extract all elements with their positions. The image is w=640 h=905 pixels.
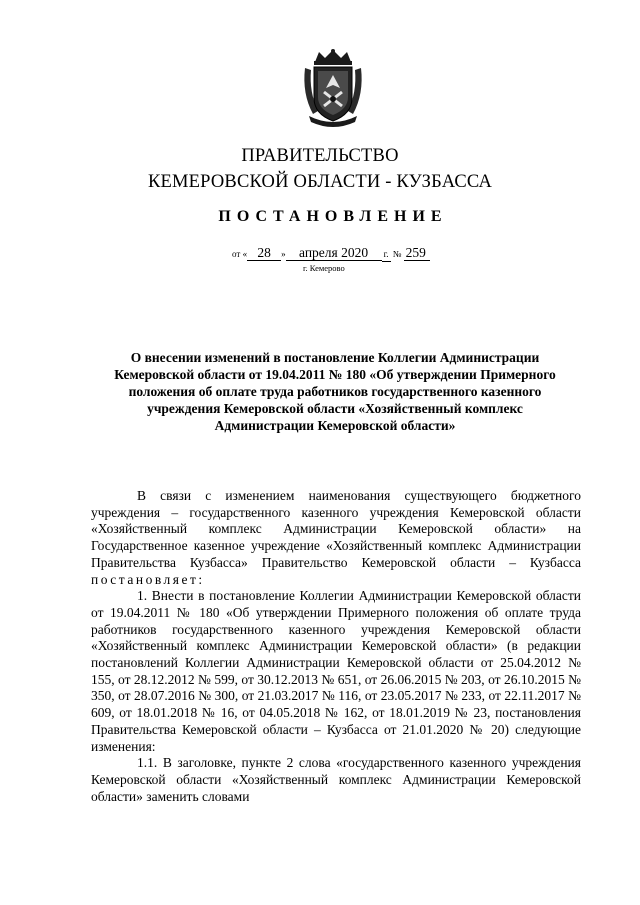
org-name-line2: КЕМЕРОВСКОЙ ОБЛАСТИ - КУЗБАССА — [147, 172, 493, 192]
date-number-line — [232, 246, 430, 262]
date-day: 28 — [247, 246, 281, 261]
preamble-text: В связи с изменением наименования существующего бюджетного учреждения – государственного казенного учреждения Кемеровской области «Хозяйственный комплекс Администрации Кемеровской области» на Государственное казенное учреждение «Хозяйственный комплекс Администрации Правительства Кузбасса» Правительство Кемеровской области – Кузбасса — [91, 488, 581, 570]
document-type-heading: ПОСТАНОВЛЕНИЕ — [218, 208, 448, 225]
paragraph-item-1: 1. Внести в постановление Коллегии Администрации Кемеровской области от 19.04.2011 № 180 «Об утверждении Примерного положения об оплате труда работников государственного казенного учреждения Кемеровской области «Хозяйственный комплекс Администрации Кемеровской области» (в редакции постановлений Коллегии Администрации Кемеровской области от 25.04.2012 № 155, от 28.12.2012 № 599, от 30.12.2013 № 651, от 26.06.2015 № 203, от 26.10.2015 № 350, от 28.07.2016 № 300, от 21.03.2017 № 116, от 23.05.2017 № 233, от 22.11.2017 № 609, от 18.01.2018 № 16, от 04.05.2018 № 162, от 18.01.2019 № 23, постановления Правительства Кемеровской области – Кузбасса от 21.01.2020 № 20) следующие изменения: — [91, 588, 581, 754]
date-month-year: апреля 2020 — [286, 246, 382, 261]
paragraph-preamble — [91, 488, 581, 588]
number-prefix: № — [392, 249, 402, 259]
document-body — [91, 488, 581, 805]
date-day-close: » — [281, 249, 286, 259]
city-label: г. Кемерово — [303, 263, 345, 273]
document-number: 259 — [404, 246, 430, 261]
date-year-suffix: г. — [382, 247, 391, 262]
date-prefix: от « — [232, 249, 248, 259]
paragraph-item-1-1: 1.1. В заголовке, пункте 2 слова «государственного казенного учреждения Кемеровской области «Хозяйственный комплекс Администрации Кемеровской области» заменить словами — [91, 755, 581, 804]
org-name-line1: ПРАВИТЕЛЬСТВО — [241, 146, 399, 166]
decree-word: постановляет: — [91, 571, 205, 587]
coat-of-arms-icon — [301, 48, 365, 128]
document-title: О внесении изменений в постановление Коллегии Администрации Кемеровской области от 19.04.2011 № 180 «Об утверждении Примерного положения об оплате труда работников государственного казенного учреждения Кемеровской области «Хозяйственный комплекс Администрации Кемеровской области» — [114, 350, 556, 433]
